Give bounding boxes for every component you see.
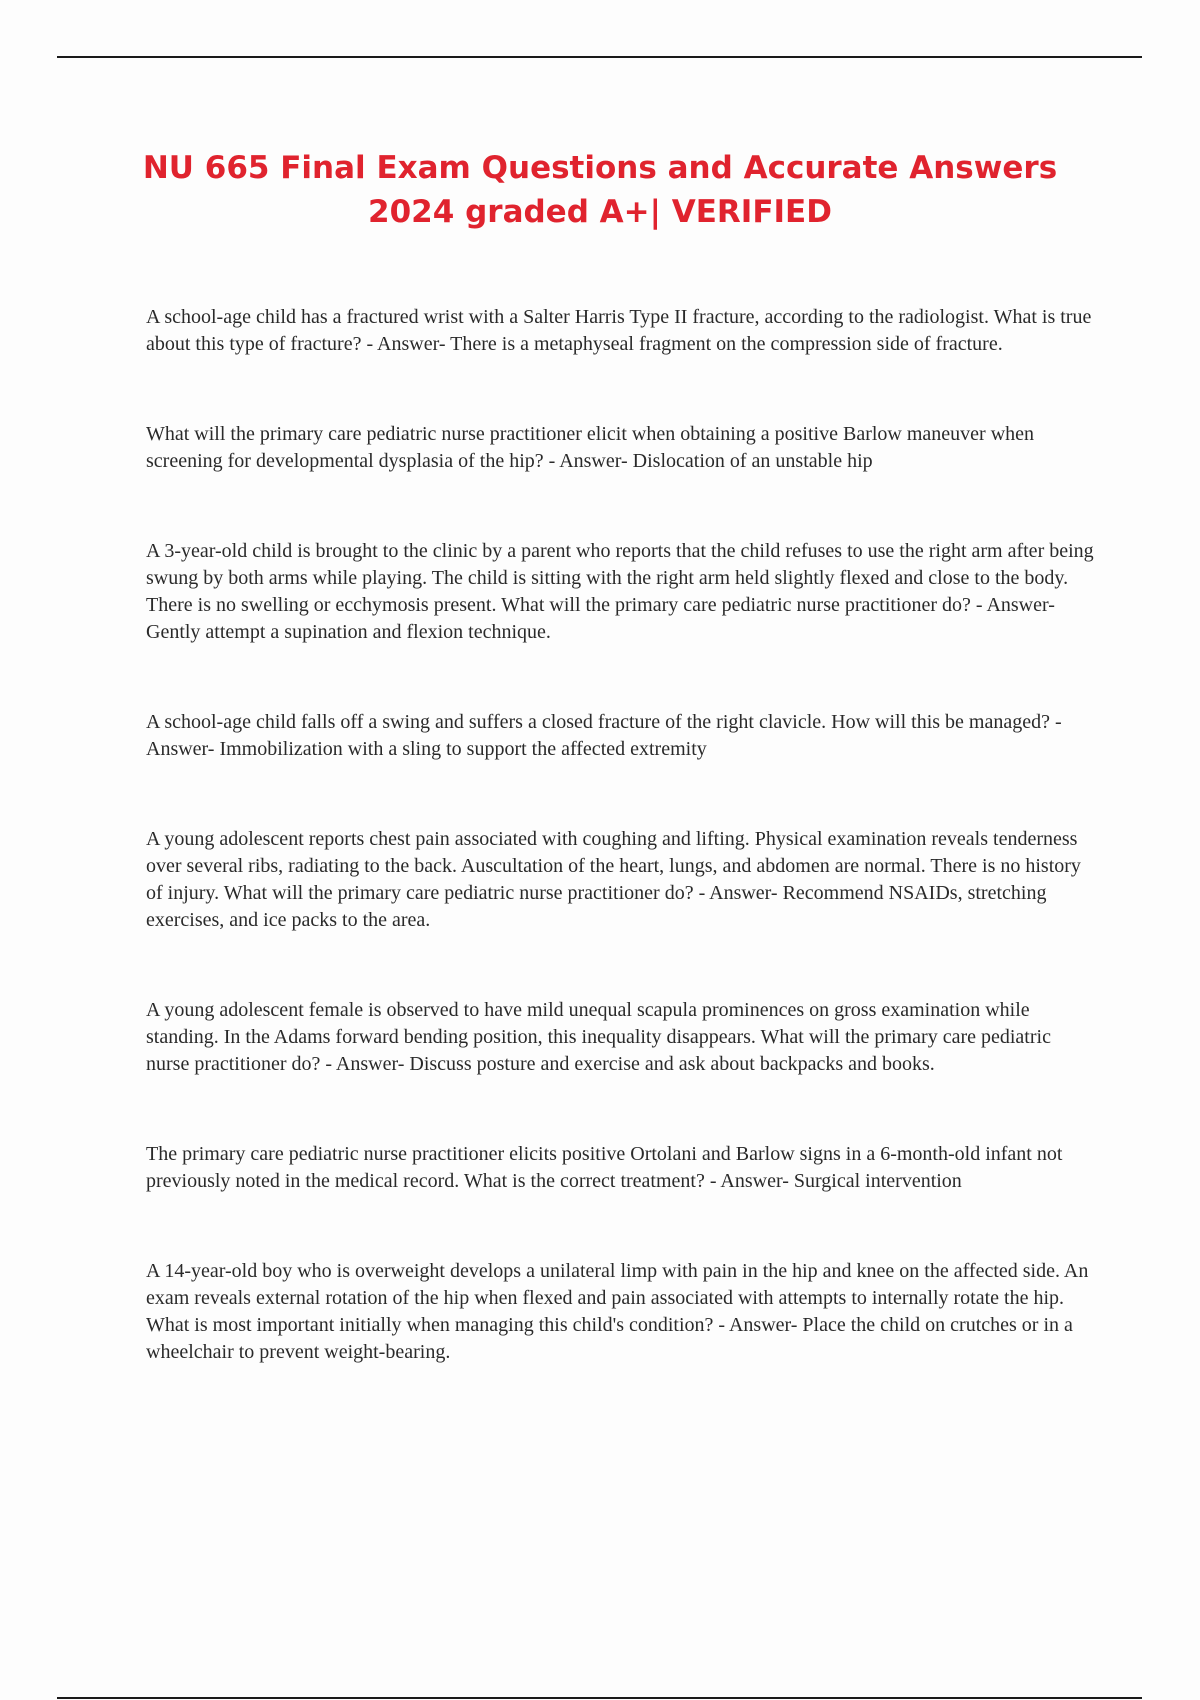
document-title: NU 665 Final Exam Questions and Accurate Answers 2024 graded A+| VERIFIED: [142, 150, 1058, 230]
question-item-2: What will the primary care pediatric nurse practitioner elicit when obtaining a positive Barlow maneuver when screening for developmental dysplasia of the hip? - Answer- Dislocation of an unstable hip: [146, 423, 1035, 472]
question-item-8: A 14-year-old boy who is overweight develops a unilateral limp with pain in the hip and knee on the affected side. An exam reveals external rotation of the hip when flexed and pain associated with attempts to internally rotate the hip. What is most important initially when managing this child's condition? - Answer- Place the child on crutches or in a wheelchair to prevent weight-bearing.: [146, 1260, 1089, 1363]
question-item-7: The primary care pediatric nurse practitioner elicits positive Ortolani and Barlow signs in a 6-month-old infant not previously noted in the medical record. What is the correct treatment? - Answer- Surgical intervention: [146, 1143, 1063, 1192]
question-item-1: A school-age child has a fractured wrist with a Salter Harris Type II fracture, according to the radiologist. What is true about this type of fracture? - Answer- There is a metaphyseal fragment on the compression side of fracture.: [146, 306, 1092, 355]
question-item-4: A school-age child falls off a swing and suffers a closed fracture of the right clavicle. How will this be managed? - Answer- Immobilization with a sling to support the affected extremity: [146, 711, 1062, 760]
question-item-6: A young adolescent female is observed to have mild unequal scapula prominences on gross examination while standing. In the Adams forward bending position, this inequality disappears. What will the primary care pediatric nurse practitioner do? - Answer- Discuss posture and exercise and ask about backpacks and books.: [146, 999, 1051, 1075]
question-item-3: A 3-year-old child is brought to the clinic by a parent who reports that the child refuses to use the right arm after being swung by both arms while playing. The child is sitting with the right arm held slightly flexed and close to the body. There is no swelling or ecchymosis present. What will the primary care pediatric nurse practitioner do? - Answer- Gently attempt a supination and flexion technique.: [146, 540, 1094, 643]
bottom-rule: [57, 1697, 1142, 1699]
top-rule: [57, 56, 1142, 58]
question-list: [146, 304, 1096, 1366]
question-item-5: A young adolescent reports chest pain associated with coughing and lifting. Physical examination reveals tenderness over several ribs, radiating to the back. Auscultation of the heart, lungs, and abdomen are normal. There is no history of injury. What will the primary care pediatric nurse practitioner do? - Answer- Recommend NSAIDs, stretching exercises, and ice packs to the area.: [146, 828, 1081, 931]
